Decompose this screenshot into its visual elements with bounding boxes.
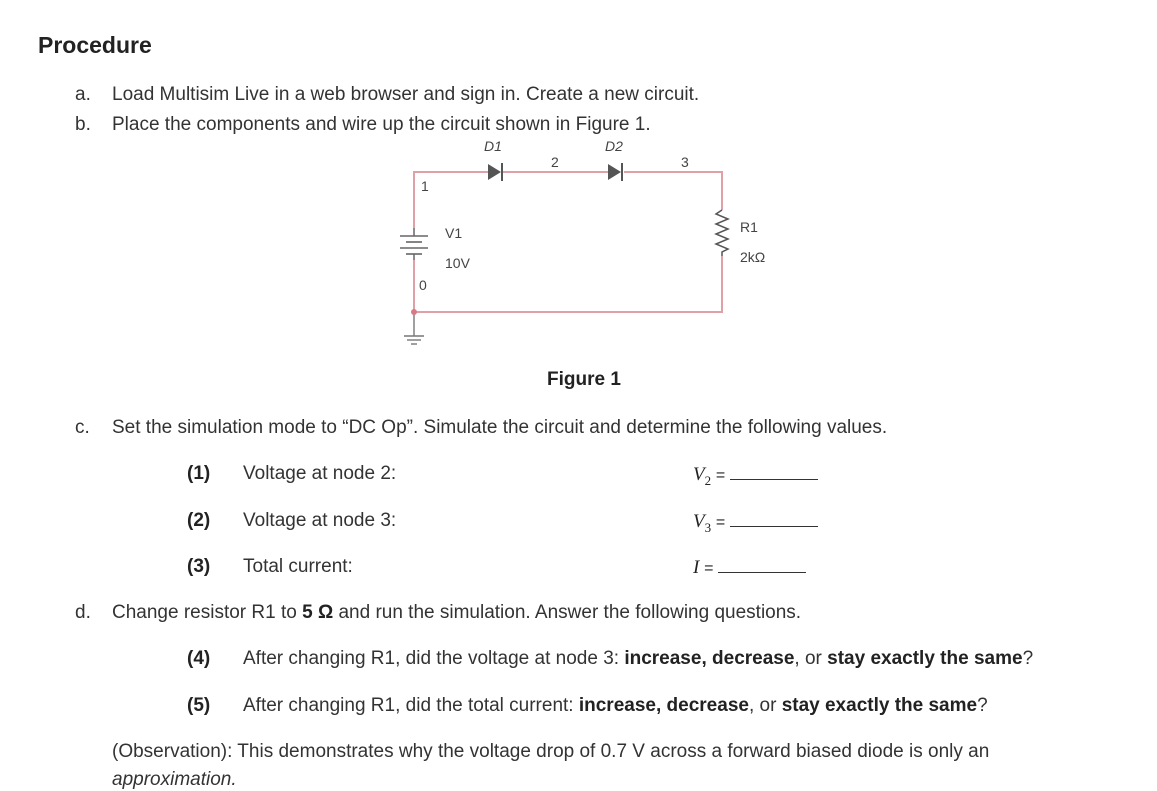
q4-option-same: stay exactly the same <box>827 648 1023 669</box>
step-d-post: and run the simulation. Answer the following questions. <box>333 602 802 623</box>
step-b-marker: b. <box>75 114 91 135</box>
q4-option-decrease: decrease <box>712 648 795 669</box>
r1-value: 2kΩ <box>740 249 766 265</box>
q5-text <box>243 695 988 717</box>
q5-option-increase: increase <box>578 695 656 716</box>
node-0-label: 0 <box>419 277 427 293</box>
q2-answer <box>693 510 818 536</box>
q1-answer <box>693 463 818 489</box>
q2-label: Voltage at node 3: <box>243 510 397 531</box>
observation-line-1: (Observation): This demonstrates why the voltage drop of 0.7 V across a forward biased diode is only an <box>112 741 990 762</box>
step-d-bold-value: 5 Ω <box>302 602 334 623</box>
diode-d2 <box>608 163 622 181</box>
q2-number: (2) <box>187 510 211 531</box>
node-2-label: 2 <box>551 154 559 170</box>
step-d-marker: d. <box>75 602 91 623</box>
step-a-text: Load Multisim Live in a web browser and sign in. Create a new circuit. <box>112 84 700 105</box>
q4-sep1: , <box>701 648 713 669</box>
q5-end: ? <box>977 695 988 716</box>
ground-symbol <box>404 312 424 344</box>
q3-label: Total current: <box>243 556 353 577</box>
q1-sub: 2 <box>704 472 712 488</box>
ground-node-dot <box>411 309 417 315</box>
q4-pre: After changing R1, did the voltage at node 3: <box>243 648 625 669</box>
q1-var: V <box>693 464 705 485</box>
wire-top-right <box>624 172 722 210</box>
q4-sep2: , or <box>794 648 828 669</box>
battery-v1 <box>400 228 428 260</box>
q3-number: (3) <box>187 556 211 577</box>
q5-number: (5) <box>187 695 211 716</box>
q3-answer-blank[interactable] <box>718 556 806 573</box>
figure-caption: Figure 1 <box>547 369 621 390</box>
q2-eq: = <box>715 514 726 531</box>
q5-option-same: stay exactly the same <box>781 695 978 716</box>
node-1-label: 1 <box>421 178 429 194</box>
q1-label: Voltage at node 2: <box>243 463 397 484</box>
q1-eq: = <box>715 467 726 484</box>
q4-option-increase: increase <box>624 648 702 669</box>
resistor-r1 <box>716 210 728 256</box>
q3-eq: = <box>704 560 714 577</box>
d2-label: D2 <box>605 138 623 154</box>
q4-text <box>243 648 1033 670</box>
step-d-pre: Change resistor R1 to <box>112 602 303 623</box>
q5-sep2: , or <box>748 695 782 716</box>
step-d-text <box>112 602 801 624</box>
diode-d1 <box>488 163 502 181</box>
q3-answer <box>693 556 806 579</box>
step-c-text: Set the simulation mode to “DC Op”. Simulate the circuit and determine the following values. <box>112 417 888 438</box>
step-a-marker: a. <box>75 84 91 105</box>
q2-answer-blank[interactable] <box>730 510 818 527</box>
q5-pre: After changing R1, did the total current: <box>243 695 579 716</box>
v1-value: 10V <box>445 255 470 271</box>
q5-sep1: , <box>655 695 667 716</box>
q3-var: I <box>693 557 700 578</box>
r1-label: R1 <box>740 219 758 235</box>
circuit-wires <box>414 172 722 312</box>
step-b-text: Place the components and wire up the circuit shown in Figure 1. <box>112 114 651 135</box>
d1-label: D1 <box>484 138 502 154</box>
q5-option-decrease: decrease <box>666 695 749 716</box>
q2-var: V <box>693 511 705 532</box>
q4-end: ? <box>1022 648 1034 669</box>
q1-number: (1) <box>187 463 211 484</box>
q2-sub: 3 <box>704 519 712 535</box>
observation-line-2: approximation. <box>112 769 237 790</box>
step-c-marker: c. <box>75 417 90 438</box>
q4-number: (4) <box>187 648 211 669</box>
section-heading: Procedure <box>38 32 152 58</box>
v1-label: V1 <box>445 225 463 241</box>
node-3-label: 3 <box>681 154 689 170</box>
q1-answer-blank[interactable] <box>730 463 818 480</box>
